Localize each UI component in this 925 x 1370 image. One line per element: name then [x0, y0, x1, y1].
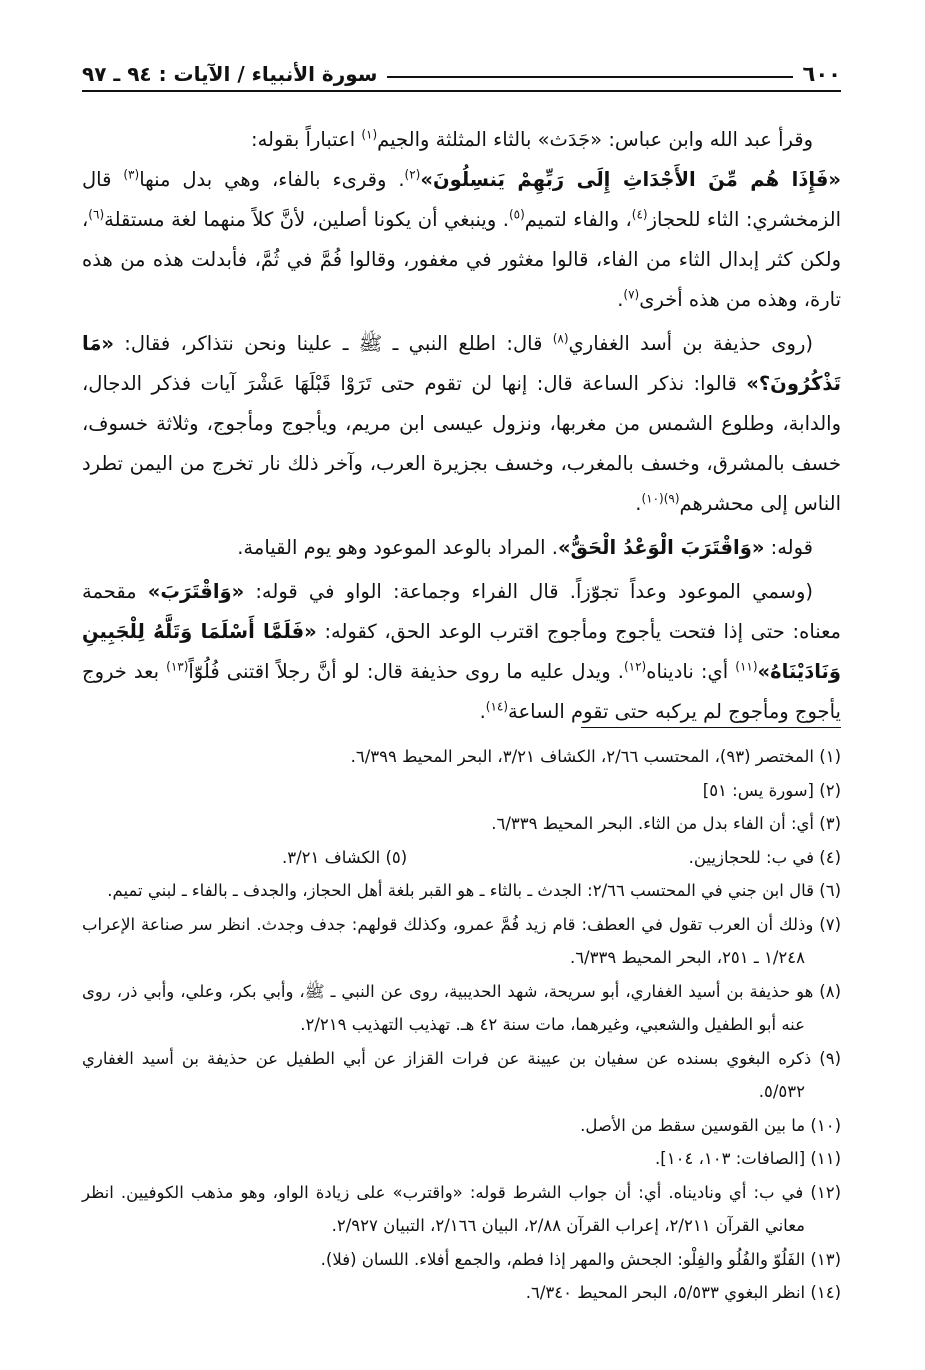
- footnote: [82, 807, 841, 841]
- footnote-ref: (٦): [88, 207, 105, 222]
- footnote-ref: (٥): [508, 207, 525, 222]
- quran-quote: «فَلَمَّا أَسْلَمَا وَتَلَّهُ لِلْجَبِينِ وَنَادَيْنَاهُ»: [82, 620, 841, 683]
- footnote-ref: (٢): [404, 167, 421, 182]
- text: قالوا: نذكر الساعة قال: إنها لن تقوم حتى تَرَوْا قَبْلَهَا عَشْرَ آيات فذكر الدجال، والدابة، وطلوع الشمس من مغربها، ونزول عيسى ابن مريم، ويأجوج ومأجوج، وثلاثة خسوف، خسف بالمشرق، وخسف بالمغرب، وخسف بجزيرة العرب، وآخر ذلك نار تخرج من اليمن تطرد الناس إلى محشرهم: [82, 372, 841, 515]
- footnote-number: (٣): [819, 814, 841, 833]
- footnote-number: (٢): [819, 780, 841, 800]
- footnote: [82, 1142, 841, 1176]
- paragraph-5: [82, 572, 841, 732]
- text: ، ولكن كثر إبدال الثاء من الفاء، قالوا مغثور في مغفور، وقالوا فُمَّ في ثُمَّ، فأبدلت هذه من هذه تارة، وهذه من هذه أخرى: [82, 208, 841, 311]
- paragraph-1: [82, 120, 841, 160]
- footnote: [82, 874, 841, 908]
- footnote-text: [سورة يس: ٥١]: [702, 780, 814, 800]
- footnote-text: الفَلُوّ والفُلُو والفِلْو: الجحش والمهر إذا فطم، والجمع أفلاء. اللسان (فلا).: [320, 1249, 806, 1269]
- quran-quote: «وَاقْتَرَبَ الْوَعْدُ الْحَقُّ»: [557, 536, 765, 559]
- text: . وقرىء بالفاء، وهي بدل منها: [139, 168, 405, 191]
- footnote-text: هو حذيفة بن أسيد الغفاري، أبو سريحة، شهد الحديبية، روى عن النبي ـ ﷺ، وأبي بكر، وعلي، وأبي ذر، روى عنه أبو الطفيل والشعبي، وغيرهما، مات سنة ٤٢ هـ. تهذيب التهذيب ٢/٢١٩.: [82, 981, 814, 1034]
- footnote-ref: (٧): [623, 287, 640, 302]
- footnote: [282, 841, 407, 875]
- paragraph-2: [82, 160, 841, 320]
- footnote-text: ما بين القوسين سقط من الأصل.: [580, 1115, 806, 1135]
- footnote-text: في ب: للحجازيين.: [688, 847, 814, 867]
- text: ، والفاء لتميم: [524, 208, 632, 231]
- text: . وينبغي أن يكونا أصلين، لأنَّ كلاً منهما لغة مستقلة: [104, 208, 509, 231]
- text: قال: اطلع النبي ـ ﷺ ـ علينا ونحن نتذاكر، فقال:: [114, 332, 553, 355]
- page-header: [82, 52, 841, 92]
- footnote-ref: (١١): [735, 659, 758, 674]
- page-number: ٦٠٠: [802, 62, 841, 86]
- footnote: [82, 1042, 841, 1109]
- text: وقرأ عبد الله وابن عباس: «جَدَث» بالثاء المثلثة والجيم: [377, 128, 813, 151]
- text: قوله:: [764, 536, 813, 559]
- text: مقحمة معناه: حتى إذا فتحت يأجوج ومأجوج اقترب الوعد الحق، كقوله:: [82, 580, 842, 643]
- text: قال الزمخشري: الثاء للحجاز: [82, 168, 841, 231]
- footnote-number: (١٤): [810, 1283, 841, 1302]
- quran-quote: «فَإِذَا هُم مِّنَ الأَجْدَاثِ إِلَى رَبِّهِمْ يَنسِلُونَ»: [420, 168, 842, 191]
- footnote-number: (١٣): [810, 1249, 841, 1269]
- footnote-ref: (٩): [663, 491, 680, 506]
- footnote: [82, 774, 841, 808]
- text: .: [617, 288, 624, 311]
- footnote: [82, 1276, 841, 1310]
- text: بعد خروج يأجوج ومأجوج لم يركبه حتى تقوم الساعة: [82, 660, 841, 723]
- text: أي: ناديناه: [646, 660, 736, 683]
- text: .: [479, 700, 486, 723]
- footnote: [689, 841, 841, 875]
- footnote-ref: (١٤): [485, 699, 509, 714]
- quran-quote: «وَاقْتَرَبَ»: [147, 580, 245, 603]
- footnote-number: (١١): [810, 1149, 841, 1168]
- footnote-number: (٥): [385, 847, 408, 867]
- footnote-text: أي: أن الفاء بدل من الثاء. البحر المحيط ٦/٣٣٩.: [491, 814, 814, 833]
- paragraph-3: [82, 324, 841, 524]
- footnote: [82, 908, 841, 975]
- hadith-quote: «مَا تَذْكُرُونَ؟»: [82, 332, 841, 395]
- footnote-text: الكشاف ٣/٢١.: [282, 847, 381, 867]
- text: (وسمي الموعود وعداً تجوّزاً. قال الفراء وجماعة: الواو في قوله:: [244, 580, 813, 603]
- footnotes: [82, 740, 841, 1310]
- footnote: [82, 975, 841, 1042]
- footnote-text: انظر البغوي ٥/٥٣٣، البحر المحيط ٦/٣٤٠.: [525, 1283, 806, 1302]
- main-text: [82, 120, 841, 732]
- text: . المراد بالوعد الموعود وهو يوم القيامة.: [237, 536, 558, 559]
- footnote-ref: (٤): [631, 207, 648, 222]
- footnote-number: (١٠): [810, 1115, 841, 1135]
- footnote-ref: (٣): [123, 167, 140, 182]
- footnote-number: (٧): [819, 914, 842, 934]
- footnote: [82, 1109, 841, 1143]
- footnote-ref: (١٠): [641, 491, 664, 506]
- footnote-text: [الصافات: ١٠٣، ١٠٤].: [655, 1149, 806, 1168]
- footnote-ref: (٨): [552, 331, 569, 346]
- running-title: سورة الأنبياء / الآيات : ٩٤ ـ ٩٧: [82, 62, 378, 86]
- footnote-text: قال ابن جني في المحتسب ٢/٦٦: الجدث ـ بالثاء ـ هو القبر بلغة أهل الحجاز، والجدف ـ بالفاء ـ لبني تميم.: [107, 881, 814, 900]
- footnote-pair: [82, 841, 841, 875]
- footnote-ref: (١٣): [166, 659, 189, 674]
- paragraph-4: [82, 528, 841, 568]
- footnote: [82, 740, 841, 774]
- footnote: [82, 1176, 841, 1243]
- footnote-number: (٨): [819, 981, 842, 1001]
- footnote-number: (٦): [819, 881, 841, 900]
- footnote-text: في ب: أي وناديناه. أي: أن جواب الشرط قوله: «واقترب» على زيادة الواو، وهو مذهب الكوفيين. انظر معاني القرآن ٢/٢١١، إعراب القرآن ٢/٨٨، البيان ٢/١٦٦، التبيان ٢/٩٢٧.: [82, 1182, 805, 1235]
- text: .: [635, 492, 642, 515]
- text: . ويدل عليه ما روى حذيفة قال: لو أنَّ رجلاً اقتنى فُلُوّاً: [188, 660, 624, 683]
- text: اعتباراً بقوله:: [251, 128, 362, 151]
- footnote-number: (١٢): [810, 1182, 842, 1202]
- footnote-number: (٤): [819, 847, 841, 867]
- footnote-text: المختصر (٩٣)، المحتسب ٢/٦٦، الكشاف ٣/٢١، البحر المحيط ٦/٣٩٩.: [350, 747, 814, 766]
- footnote-text: وذلك أن العرب تقول في العطف: قام زيد فُمَّ عمرو، وكذلك قولهم: جدف وجدث. انظر سر صناعة الإعراب ١/٢٤٨ ـ ٢٥١، البحر المحيط ٦/٣٣٩.: [82, 914, 814, 967]
- header-rule: [387, 76, 792, 78]
- footnote-text: ذكره البغوي بسنده عن سفيان بن عيينة عن فرات القزاز عن أبي الطفيل عن حذيفة بن أسيد الغفاري ٥/٥٣٢.: [82, 1048, 812, 1101]
- footnote-separator: [581, 727, 841, 728]
- footnote-number: (١): [819, 747, 841, 766]
- footnote-ref: (١): [361, 127, 378, 142]
- footnote-number: (٩): [819, 1048, 841, 1068]
- footnote-ref: (١٢): [623, 659, 647, 674]
- footnote: [82, 1243, 841, 1277]
- text: (روى حذيفة بن أسد الغفاري: [568, 332, 813, 355]
